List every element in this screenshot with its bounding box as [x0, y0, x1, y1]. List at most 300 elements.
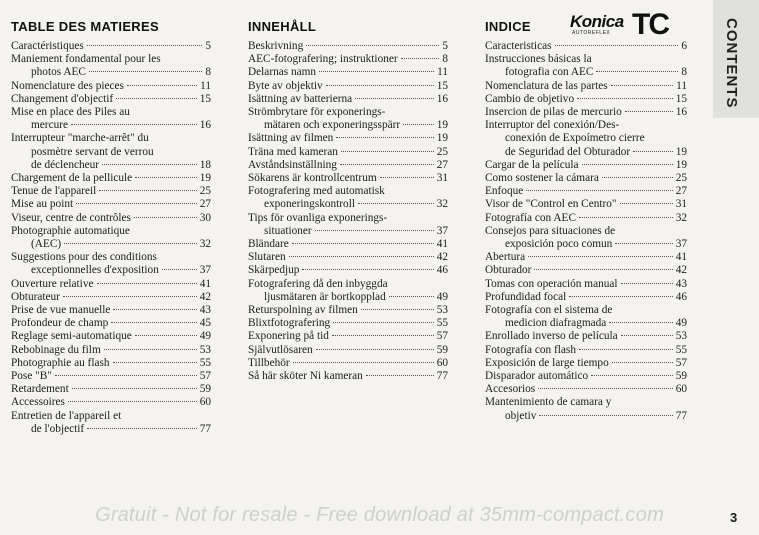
toc-entry-page: 27: [436, 158, 448, 171]
toc-entry-line: Consejos para situaciones de: [485, 224, 616, 237]
toc-entry-title: Prise de vue manuelle: [11, 304, 111, 317]
page-number: 3: [730, 510, 738, 525]
dot-leader: [538, 388, 673, 389]
toc-entry-page: 43: [199, 304, 211, 317]
toc-entry: [248, 357, 448, 370]
toc-entry: [485, 357, 687, 370]
toc-entry-page: 60: [199, 396, 211, 409]
dot-leader: [135, 335, 197, 336]
dot-leader: [555, 45, 679, 46]
toc-entry: [11, 357, 211, 370]
dot-leader: [534, 269, 672, 270]
toc-entry-page: 53: [675, 330, 687, 343]
dot-leader: [162, 269, 197, 270]
toc-entry: [11, 278, 211, 291]
toc-entry-title: Enrollado inverso de película: [485, 330, 618, 343]
toc-entry: [248, 304, 448, 317]
toc-entry: [485, 370, 687, 383]
toc-entry: [248, 370, 448, 383]
toc-entry-page: 19: [675, 158, 687, 171]
toc-entry-title: Disparador automático: [485, 370, 589, 383]
toc-entry-title: mercure: [31, 119, 69, 132]
dot-leader: [71, 124, 197, 125]
toc-entry-page: 25: [675, 172, 687, 185]
toc-entry: [11, 172, 211, 185]
dot-leader: [528, 256, 673, 257]
dot-leader: [403, 124, 434, 125]
toc-entry-line: Strömbrytare för exponerings-: [248, 106, 386, 119]
toc-entry-title: Accessoires: [11, 396, 65, 409]
toc-entry-page: 37: [436, 224, 448, 237]
toc-entry-title: Como sostener la cámara: [485, 172, 599, 185]
dot-leader: [621, 283, 673, 284]
toc-column-spanish: [485, 40, 687, 423]
dot-leader: [569, 296, 672, 297]
toc-entry-title: photos AEC: [31, 66, 86, 79]
toc-entry: [248, 66, 448, 79]
toc-entry-title: AEC-fotografering; instruktioner: [248, 53, 398, 66]
toc-entry: [11, 330, 211, 343]
toc-entry-title: Cambio de objetivo: [485, 92, 575, 105]
dot-leader: [87, 45, 203, 46]
toc-entry-title: Profondeur de champ: [11, 317, 109, 330]
toc-entry-page: 16: [675, 106, 687, 119]
toc-entry: [485, 185, 687, 198]
dot-leader: [333, 322, 434, 323]
toc-entry-title: Retardement: [11, 383, 69, 396]
toc-entry-page: 16: [436, 92, 448, 105]
toc-entry-page: 27: [199, 198, 211, 211]
toc-entry: [485, 198, 687, 211]
toc-entry-page: 41: [675, 251, 687, 264]
dot-leader: [116, 98, 197, 99]
toc-entry-title: de l'objectif: [31, 422, 85, 435]
toc-entry-title: Mise au point: [11, 198, 74, 211]
toc-entry-title: Visor de "Control en Centro": [485, 198, 617, 211]
toc-entry-title: ljusmätaren är bortkopplad: [264, 290, 386, 303]
toc-entry: [485, 330, 687, 343]
dot-leader: [401, 58, 440, 59]
dot-leader: [315, 230, 434, 231]
toc-entry-line: Fotografering då den inbyggda: [248, 277, 388, 290]
dot-leader: [316, 349, 434, 350]
toc-entry-title: Reglage semi-automatique: [11, 330, 132, 343]
toc-entry: [11, 383, 211, 396]
toc-entry: [485, 383, 687, 396]
toc-entry: [11, 423, 211, 436]
dot-leader: [113, 362, 197, 363]
toc-entry-title: Caracteristicas: [485, 40, 552, 52]
dot-leader: [539, 415, 672, 416]
toc-entry-page: 11: [676, 79, 687, 92]
toc-entry: [11, 291, 211, 304]
toc-entry: [11, 93, 211, 106]
toc-entry-line: Mantenimiento de camara y: [485, 396, 612, 409]
toc-entry-title: Nomenclature des pieces: [11, 79, 124, 92]
konica-logo: [570, 8, 668, 41]
dot-leader: [89, 71, 202, 72]
dot-leader: [577, 98, 673, 99]
dot-leader: [579, 217, 673, 218]
toc-entry-title: exposición poco comun: [505, 238, 613, 251]
dot-leader: [319, 71, 434, 72]
toc-entry: [248, 264, 448, 277]
toc-entry: [485, 344, 687, 357]
dot-leader: [620, 203, 673, 204]
toc-entry-page: 49: [199, 330, 211, 343]
dot-leader: [72, 388, 197, 389]
toc-entry-page: 55: [436, 317, 448, 330]
dot-leader: [134, 217, 197, 218]
toc-entry-page: 6: [681, 40, 687, 52]
toc-entry: [11, 238, 211, 251]
dot-leader: [289, 256, 434, 257]
toc-entry-title: Enfoque: [485, 185, 524, 198]
toc-entry-title: fotografia con AEC: [505, 66, 594, 79]
toc-entry-page: 25: [199, 185, 211, 198]
toc-entry: [485, 106, 687, 119]
toc-entry: [11, 344, 211, 357]
toc-entry-page: 46: [675, 290, 687, 303]
toc-entry-page: 19: [436, 132, 448, 145]
toc-entry-title: mätaren och exponeringsspärr: [264, 119, 401, 132]
toc-entry-page: 59: [199, 383, 211, 396]
toc-entry: [485, 278, 687, 291]
dot-leader: [621, 335, 673, 336]
dot-leader: [332, 335, 434, 336]
toc-entry: [11, 159, 211, 172]
toc-entry: [248, 225, 448, 238]
toc-entry: [248, 238, 448, 251]
toc-entry-page: 42: [675, 264, 687, 277]
dot-leader: [602, 177, 673, 178]
dot-leader: [612, 362, 673, 363]
dot-leader: [366, 375, 434, 376]
logo-model: TC: [632, 8, 668, 41]
toc-entry-title: Avståndsinställning: [248, 158, 337, 171]
toc-entry: [248, 146, 448, 159]
toc-entry-page: 5: [205, 40, 211, 52]
watermark: Gratuit - Not for resale - Free download at 35mm-compact.com: [95, 504, 664, 526]
toc-entry-page: 59: [675, 370, 687, 383]
toc-entry-page: 27: [675, 185, 687, 198]
dot-leader: [306, 45, 439, 46]
toc-entry-title: Tillbehör: [248, 356, 290, 369]
toc-entry: [248, 330, 448, 343]
dot-leader: [68, 401, 197, 402]
toc-entry-page: 37: [199, 264, 211, 277]
toc-entry-title: Beskrivning: [248, 40, 304, 52]
toc-entry-title: de déclencheur: [31, 158, 100, 171]
toc-entry: [485, 40, 687, 53]
toc-entry-line: Tips för ovanliga exponerings-: [248, 211, 388, 224]
toc-entry-page: 57: [675, 356, 687, 369]
toc-entry: [248, 80, 448, 93]
dot-leader: [611, 85, 673, 86]
toc-entry-line: Suggestions pour des conditions: [11, 251, 157, 264]
toc-entry-line: posmètre servant de verrou: [31, 145, 154, 158]
contents-tab: [713, 0, 759, 118]
toc-entry-title: Skärpedjup: [248, 264, 300, 277]
toc-entry-page: 11: [437, 66, 448, 79]
toc-entry-page: 41: [436, 238, 448, 251]
toc-entry-title: medicion diafragmada: [505, 317, 607, 330]
toc-entry-title: Slutaren: [248, 251, 286, 264]
toc-entry-title: Byte av objektiv: [248, 79, 323, 92]
toc-entry-page: 8: [442, 53, 448, 66]
dot-leader: [579, 349, 673, 350]
toc-entry: [248, 251, 448, 264]
toc-entry-page: 37: [675, 238, 687, 251]
toc-entry-page: 57: [199, 370, 211, 383]
toc-entry-title: Delarnas namn: [248, 66, 317, 79]
toc-entry-page: 19: [199, 172, 211, 185]
toc-entry: [11, 396, 211, 409]
toc-column-swedish: [248, 40, 448, 383]
dot-leader: [135, 177, 197, 178]
toc-entry-page: 59: [436, 343, 448, 356]
toc-entry-page: 53: [199, 343, 211, 356]
dot-leader: [326, 85, 434, 86]
toc-entry-line: Maniement fondamental pour les: [11, 53, 161, 66]
toc-entry-title: situationer: [264, 224, 312, 237]
toc-entry-title: Abertura: [485, 251, 526, 264]
toc-entry: [485, 159, 687, 172]
dot-leader: [113, 309, 196, 310]
toc-entry-title: Tomas con operación manual: [485, 277, 618, 290]
toc-entry-page: 41: [199, 277, 211, 290]
heading-spanish: INDICE: [485, 19, 531, 34]
toc-entry-page: 11: [200, 79, 211, 92]
toc-entry: [11, 317, 211, 330]
toc-entry-title: Fotografía con AEC: [485, 211, 576, 224]
toc-entry: [11, 212, 211, 225]
toc-entry: [248, 198, 448, 211]
toc-entry-line: Entretien de l'appareil et: [11, 409, 122, 422]
toc-entry-title: Ouverture relative: [11, 277, 94, 290]
dot-leader: [361, 309, 434, 310]
toc-entry-title: Pose "B": [11, 370, 52, 383]
toc-entry: [11, 198, 211, 211]
toc-entry-line: Fotografering med automatisk: [248, 185, 385, 198]
dot-leader: [111, 322, 196, 323]
dot-leader: [104, 349, 197, 350]
toc-entry: [485, 66, 687, 79]
toc-entry-page: 31: [436, 172, 448, 185]
toc-entry-title: Exposición de large tiempo: [485, 356, 609, 369]
toc-entry: [248, 119, 448, 132]
dot-leader: [76, 203, 197, 204]
toc-entry-title: Viseur, centre de contrôles: [11, 211, 131, 224]
toc-entry-title: Changement d'objectif: [11, 92, 114, 105]
toc-entry-page: 30: [199, 211, 211, 224]
toc-entry: [485, 172, 687, 185]
toc-entry-title: Profundidad focal: [485, 290, 567, 303]
dot-leader: [64, 243, 197, 244]
toc-entry-page: 55: [675, 343, 687, 356]
dot-leader: [340, 164, 434, 165]
toc-entry-title: Självutlösaren: [248, 343, 313, 356]
toc-entry: [248, 344, 448, 357]
dot-leader: [99, 190, 196, 191]
dot-leader: [293, 362, 434, 363]
toc-entry-line: Photographie automatique: [11, 224, 130, 237]
dot-leader: [380, 177, 434, 178]
toc-entry-title: Obturador: [485, 264, 532, 277]
logo-sub: AUTOREFLEX: [572, 30, 611, 36]
toc-entry-title: Nomenclatura de las partes: [485, 79, 608, 92]
toc-entry-page: 49: [675, 317, 687, 330]
dot-leader: [87, 428, 197, 429]
toc-entry-page: 8: [681, 66, 687, 79]
toc-entry-title: Bländare: [248, 238, 289, 251]
toc-entry: [248, 317, 448, 330]
toc-entry-line: Interrupteur "marche-arrêt" du: [11, 132, 149, 145]
toc-entry: [485, 264, 687, 277]
toc-entry: [11, 370, 211, 383]
toc-entry: [485, 238, 687, 251]
toc-entry-page: 15: [675, 92, 687, 105]
dot-leader: [633, 151, 673, 152]
dot-leader: [591, 375, 672, 376]
toc-entry-title: objetiv: [505, 409, 537, 422]
toc-entry-title: Cargar de la película: [485, 158, 579, 171]
toc-entry-title: exponeringskontroll: [264, 198, 355, 211]
toc-entry: [485, 93, 687, 106]
toc-entry-page: 42: [199, 290, 211, 303]
toc-entry-title: de Seguridad del Obturador: [505, 145, 631, 158]
toc-entry-page: 15: [436, 79, 448, 92]
toc-entry: [485, 291, 687, 304]
toc-entry: [11, 264, 211, 277]
toc-entry: [248, 132, 448, 145]
dot-leader: [97, 283, 197, 284]
toc-entry-page: 42: [436, 251, 448, 264]
contents-tab-label: CONTENTS: [723, 18, 740, 109]
toc-entry-page: 19: [436, 119, 448, 132]
toc-entry-title: Returspolning av filmen: [248, 304, 358, 317]
dot-leader: [582, 164, 673, 165]
dot-leader: [341, 151, 434, 152]
toc-entry: [485, 251, 687, 264]
dot-leader: [389, 296, 434, 297]
toc-entry-page: 32: [436, 198, 448, 211]
toc-entry-page: 77: [199, 422, 211, 435]
toc-column-french: [11, 40, 211, 436]
toc-entry-page: 77: [675, 409, 687, 422]
toc-entry-title: Obturateur: [11, 290, 60, 303]
dot-leader: [596, 71, 678, 72]
toc-entry-title: Fotografía con flash: [485, 343, 576, 356]
toc-entry-page: 49: [436, 290, 448, 303]
dot-leader: [358, 203, 434, 204]
toc-entry-page: 16: [199, 119, 211, 132]
toc-entry: [11, 304, 211, 317]
toc-entry-title: Tenue de l'appareil: [11, 185, 97, 198]
toc-entry-title: Rebobinage du film: [11, 343, 101, 356]
toc-entry: [248, 159, 448, 172]
toc-entry-title: Accesorios: [485, 383, 536, 396]
toc-entry-title: Sökarens är kontrollcentrum: [248, 172, 377, 185]
toc-entry-title: Caractéristiques: [11, 40, 84, 52]
toc-entry-line: Mise en place des Piles au: [11, 106, 130, 119]
dot-leader: [336, 137, 433, 138]
toc-entry-title: Träna med kameran: [248, 145, 338, 158]
toc-entry-page: 15: [199, 92, 211, 105]
toc-entry-page: 46: [436, 264, 448, 277]
toc-entry-page: 55: [199, 356, 211, 369]
toc-entry-title: exceptionnelles d'exposition: [31, 264, 159, 277]
dot-leader: [526, 190, 672, 191]
toc-entry: [248, 40, 448, 53]
toc-entry-title: Isättning av filmen: [248, 132, 334, 145]
dot-leader: [102, 164, 197, 165]
toc-entry-line: conexión de Expoímetro cierre: [505, 132, 645, 145]
dot-leader: [292, 243, 434, 244]
toc-entry-page: 32: [675, 211, 687, 224]
dot-leader: [127, 85, 197, 86]
toc-entry-page: 60: [436, 356, 448, 369]
toc-entry-title: (AEC): [31, 238, 62, 251]
toc-entry-title: Blixtfotografering: [248, 317, 331, 330]
toc-entry-page: 45: [199, 317, 211, 330]
toc-entry: [485, 80, 687, 93]
toc-entry-page: 77: [436, 370, 448, 383]
toc-entry-title: Så här sköter Ni kameran: [248, 370, 363, 383]
toc-entry-title: Isättning av batterierna: [248, 92, 353, 105]
dot-leader: [63, 296, 197, 297]
toc-entry: [11, 185, 211, 198]
toc-entry: [485, 317, 687, 330]
dot-leader: [615, 243, 672, 244]
toc-entry: [248, 93, 448, 106]
toc-entry: [248, 172, 448, 185]
toc-entry: [11, 119, 211, 132]
toc-entry: [248, 53, 448, 66]
toc-entry: [485, 212, 687, 225]
toc-entry-page: 25: [436, 145, 448, 158]
toc-entry-page: 5: [442, 40, 448, 52]
heading-swedish: INNEHÅLL: [248, 19, 317, 34]
toc-entry-page: 60: [675, 383, 687, 396]
dot-leader: [355, 98, 434, 99]
logo-brand: Konica: [570, 12, 624, 31]
toc-entry: [11, 40, 211, 53]
toc-entry-page: 32: [199, 238, 211, 251]
toc-entry-page: 19: [675, 145, 687, 158]
toc-entry-page: 43: [675, 277, 687, 290]
toc-entry-title: Chargement de la pellicule: [11, 172, 133, 185]
dot-leader: [55, 375, 197, 376]
toc-entry-line: Instrucciones básicas la: [485, 53, 592, 66]
toc-entry: [11, 66, 211, 79]
toc-entry-title: Insercion de pilas de mercurio: [485, 106, 622, 119]
toc-entry-page: 53: [436, 304, 448, 317]
dot-leader: [302, 269, 433, 270]
toc-entry-page: 18: [199, 158, 211, 171]
toc-entry-line: Fotografía con el sistema de: [485, 304, 613, 317]
toc-entry: [248, 291, 448, 304]
toc-entry-page: 8: [205, 66, 211, 79]
toc-entry: [485, 146, 687, 159]
toc-entry: [485, 410, 687, 423]
toc-entry-page: 57: [436, 330, 448, 343]
toc-entry-line: Interruptor del conexión/Des-: [485, 119, 620, 132]
heading-french: TABLE DES MATIERES: [11, 19, 159, 34]
toc-entry: [11, 80, 211, 93]
dot-leader: [625, 111, 673, 112]
toc-entry-title: Photographie au flash: [11, 356, 110, 369]
